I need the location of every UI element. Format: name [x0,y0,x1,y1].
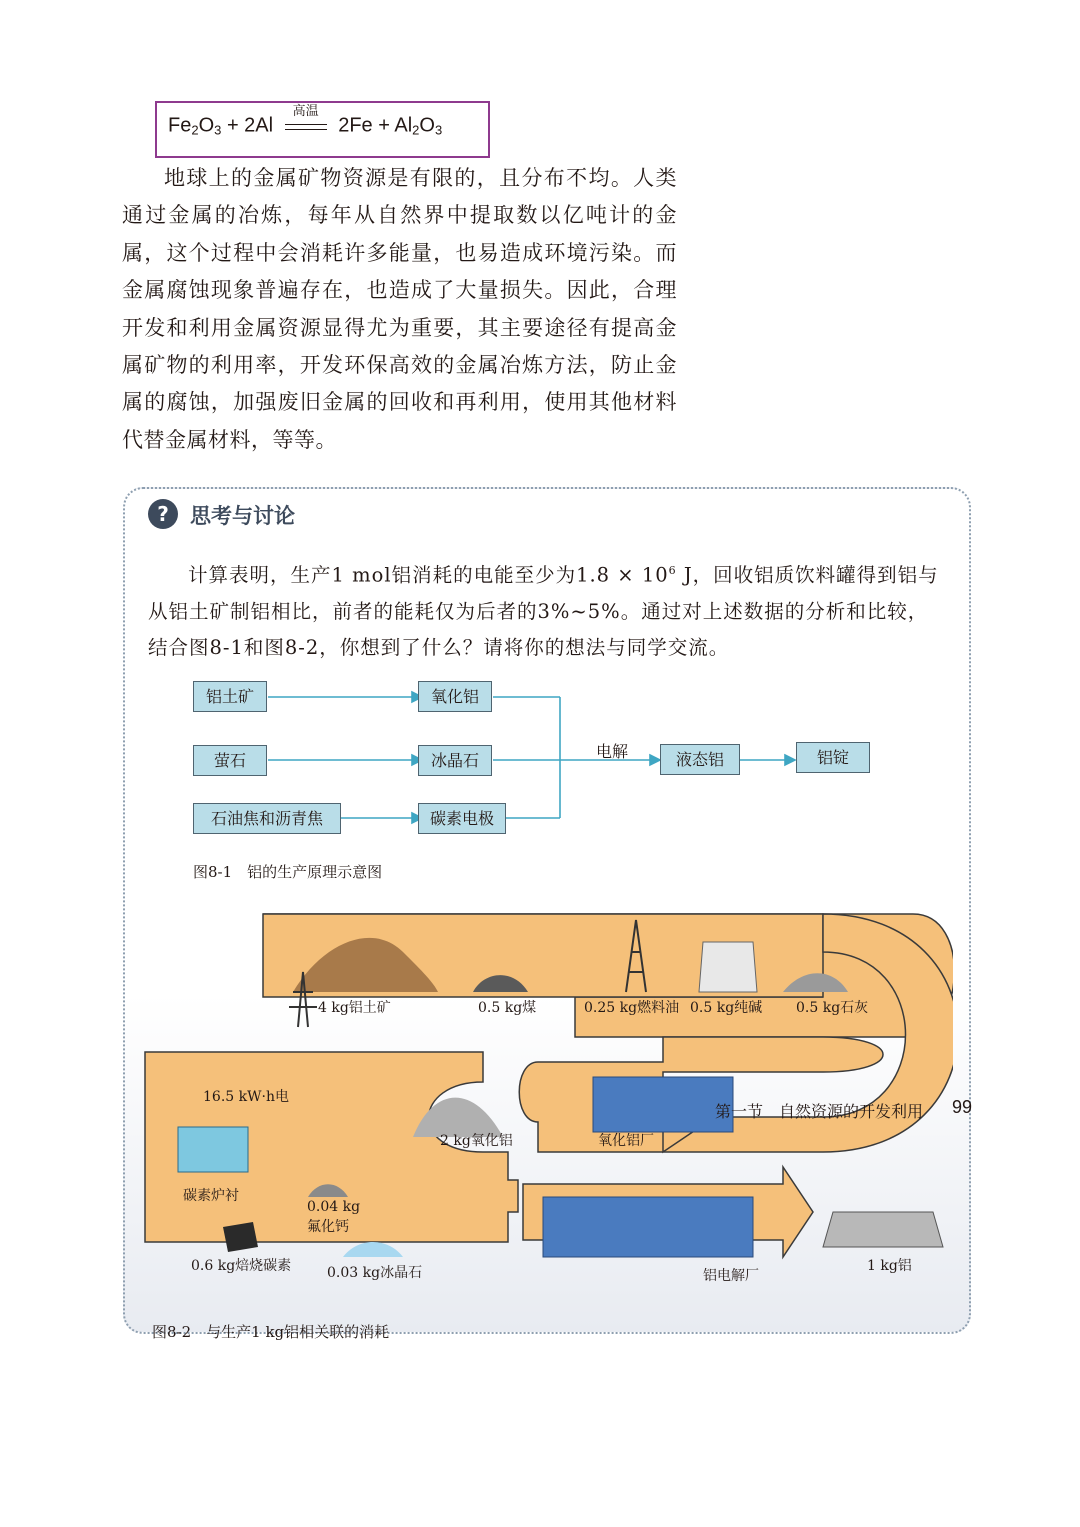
box-aluminum-ingot: 铝锭 [796,742,870,773]
page-footer-section: 第一节 自然资源的开发利用 [715,1102,924,1121]
box-petroleum-coke: 石油焦和沥青焦 [193,803,341,834]
eq-fe: Fe [168,114,192,137]
paragraph-text: 地球上的金属矿物资源是有限的，且分布不均。人类通过金属的冶炼，每年从自然界中提取数以亿吨计的金属，这个过程中会消耗许多能量，也易造成环境污染。而金属腐蚀现象普遍存在，也造成了大量损失。因此，合理开发和利用金属资源显得尤为重要，其主要途径有提高金属矿物的利用率，开发环保高效的金属冶炼方法，防止金属的腐蚀，加强废旧金属的回收和再利用，使用其他材料代替金属材料，等等。 [122,166,677,452]
body-paragraph [122,160,677,459]
aluminum-ingot [823,1212,943,1247]
eq-plus-al: + 2Al [226,114,274,137]
eq-sub: 2 [412,122,420,138]
eq-rhs: 2Fe + Al [338,114,413,137]
label-electricity: 16.5 kW·h电 [203,1089,289,1105]
eq-sub: 2 [191,122,199,138]
box-liquid-aluminum: 液态铝 [660,744,740,775]
label-fuel-oil: 0.25 kg燃料油 [584,1000,680,1016]
text-exponent: 6 [668,564,677,577]
furnace-lining [178,1127,248,1172]
panel-title: 思考与讨论 [190,504,295,528]
label-aluminum: 1 kg铝 [867,1258,912,1274]
box-carbon-electrode: 碳素电极 [418,803,506,834]
carbon-blocks [223,1222,258,1252]
text-part1: 计算表明，生产1 mol铝消耗的电能至少为1.8 × 10 [188,563,669,587]
label-cryolite: 0.03 kg冰晶石 [327,1265,423,1281]
electrolysis-label: 电解 [596,742,629,761]
label-lime: 0.5 kg石灰 [796,1000,869,1016]
page-number: 99 [952,1097,973,1117]
box-bauxite: 铝土矿 [193,681,267,712]
eq-sub: 3 [214,122,222,138]
electrolysis-plant [543,1197,753,1257]
label-electrolysis-plant: 铝电解厂 [703,1268,759,1284]
label-calcium-fluoride: 氟化钙 [307,1219,349,1235]
alumina-plant [593,1077,733,1132]
condition-label: 高温 [292,104,319,119]
label-alumina-plant: 氧化铝厂 [598,1133,654,1149]
eq-o: O [198,114,215,137]
label-fluoride-mass: 0.04 kg [307,1199,361,1215]
thermite-equation [168,104,443,138]
label-soda: 0.5 kg纯碱 [690,1000,763,1016]
box-alumina: 氧化铝 [418,681,492,712]
reaction-condition [283,104,329,138]
cryolite-pile [343,1242,403,1257]
box-fluorite: 萤石 [193,745,267,776]
panel-text [148,553,948,666]
box-cryolite: 冰晶石 [418,745,492,776]
question-icon: ? [148,499,178,529]
label-bauxite: 4 kg铝土矿 [318,1000,391,1016]
label-baked-carbon: 0.6 kg焙烧碳素 [191,1258,292,1274]
label-alumina: 2 kg氧化铝 [440,1133,513,1149]
label-coal: 0.5 kg煤 [478,1000,537,1016]
figure-8-1-caption: 图8-1 铝的生产原理示意图 [193,863,383,881]
soda-bag [699,942,757,992]
eq-o: O [419,114,435,137]
figure-8-2-caption: 图8-2 与生产1 kg铝相关联的消耗 [152,1323,390,1341]
eq-sub: 3 [434,122,443,138]
text-part2: J，回收铝质饮料罐得到铝与从铝土矿制铝相比，前者的能耗仅为后者的3%~5%。通过对上述数据的分析和比较，结合图8-1和图8-2，你想到了什么？请将你的想法与同学交流。 [148,563,939,659]
label-furnace-lining: 碳素炉衬 [183,1188,239,1204]
